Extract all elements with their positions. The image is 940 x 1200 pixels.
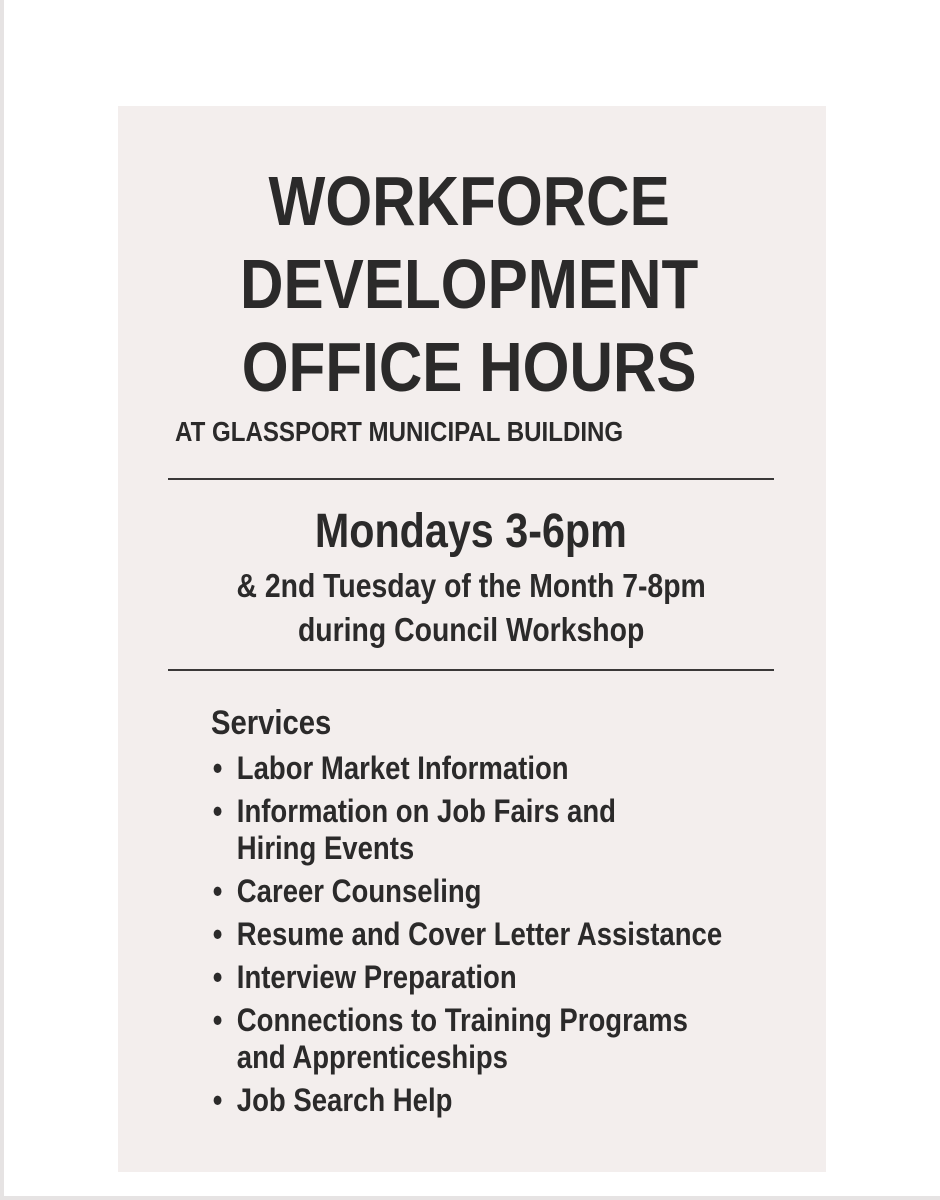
bullet-icon: • [212,1082,223,1118]
hours-main: Mondays 3-6pm [314,505,627,558]
services-list [211,750,779,1125]
service-item [211,873,779,910]
title-line-3: OFFICE HOURS [241,328,697,406]
divider-bottom [168,669,774,671]
service-item [211,1002,779,1076]
flyer-title [65,160,873,409]
service-item-text: Connections to Training Programs [236,1002,688,1038]
service-item-text: Resume and Cover Letter Assistance [236,916,723,952]
bullet-icon: • [212,750,223,786]
service-item-text-continued: and Apprenticeships [236,1039,508,1075]
location-subtitle: AT GLASSPORT MUNICIPAL BUILDING [175,416,624,447]
service-item-text: Career Counseling [236,873,482,909]
bullet-icon: • [212,873,223,909]
bullet-icon: • [212,1002,223,1038]
service-item-text: Job Search Help [236,1082,453,1118]
divider-top [168,478,774,480]
hours-secondary: & 2nd Tuesday of the Month 7-8pm [236,567,706,604]
service-item [211,793,779,867]
service-item [211,1082,779,1119]
service-item [211,959,779,996]
services-heading: Services [211,704,332,742]
hours-note: during Council Workshop [297,611,645,648]
service-item-text: Information on Job Fairs and [236,793,616,829]
service-item-text: Interview Preparation [236,959,517,995]
bullet-icon: • [212,916,223,952]
title-line-1: WORKFORCE [268,162,670,240]
service-item-text-continued: Hiring Events [236,830,415,866]
title-line-2: DEVELOPMENT [240,245,699,323]
service-item-text: Labor Market Information [236,750,569,786]
service-item [211,750,779,787]
service-item [211,916,779,953]
bullet-icon: • [212,959,223,995]
bullet-icon: • [212,793,223,829]
